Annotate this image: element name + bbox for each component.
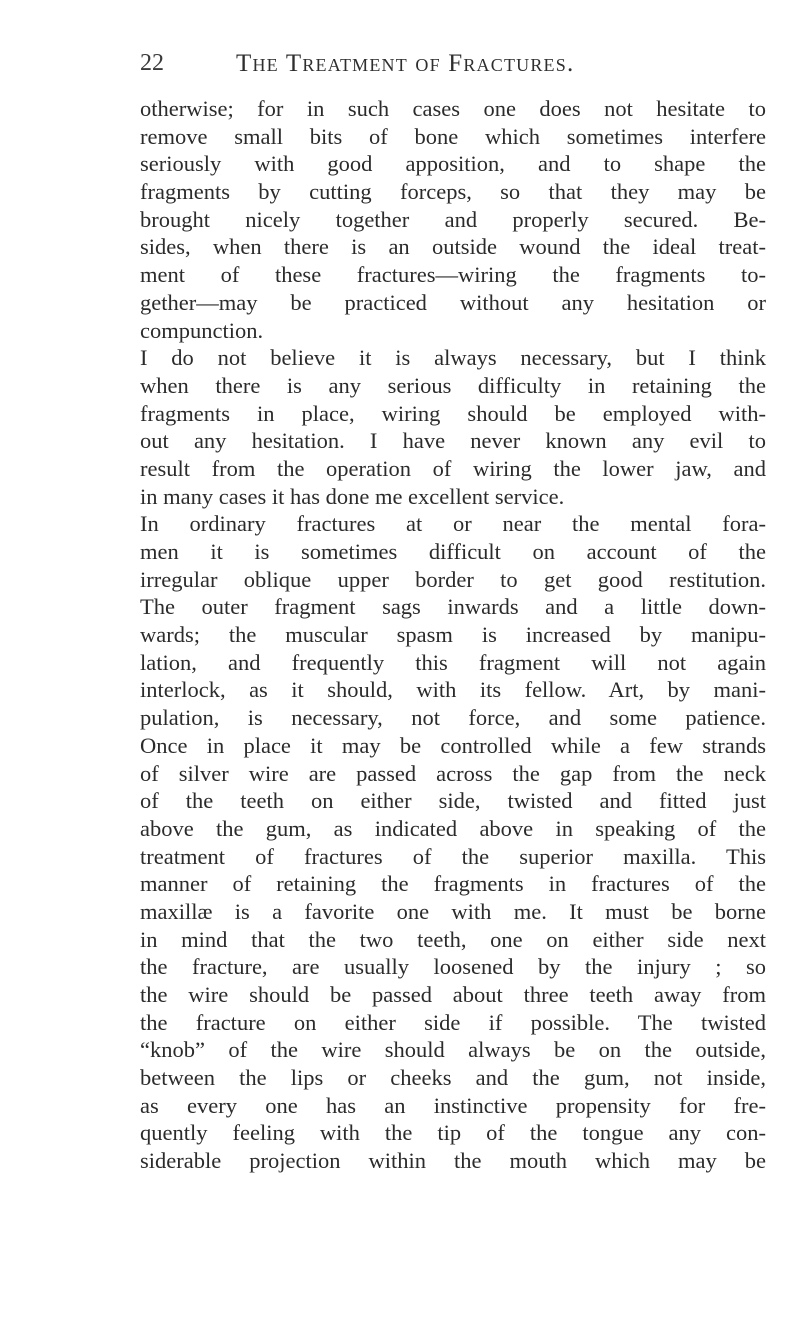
text-line: siderable projection within the mouth which may be <box>140 1148 766 1174</box>
text-line: above the gum, as indicated above in speaking of the <box>140 815 766 841</box>
text-line: compunction. <box>140 317 264 343</box>
text-line: wards; the muscular spasm is increased by manipu- <box>140 622 766 648</box>
text-line: In ordinary fractures at or near the mental fora- <box>140 511 766 537</box>
text-line: the wire should be passed about three teeth away from <box>140 982 766 1007</box>
text-line: as every one has an instinctive propensity for fre- <box>140 1092 766 1118</box>
text-line: gether—may be practiced without any hesitation or <box>140 289 766 315</box>
body-text <box>140 95 766 1175</box>
text-line: when there is any serious difficulty in retaining the <box>140 372 766 398</box>
text-line: seriously with good apposition, and to shape the <box>140 151 766 177</box>
text-line: of silver wire are passed across the gap from the neck <box>140 760 766 786</box>
text-line: irregular oblique upper border to get good restitution. <box>140 566 766 592</box>
text-line: maxillæ is a favorite one with me. It must be borne <box>140 898 766 924</box>
text-line: quently feeling with the tip of the tongue any con- <box>140 1120 766 1146</box>
text-line: fragments in place, wiring should be employed with- <box>140 400 766 426</box>
text-line: treatment of fractures of the superior maxilla. This <box>140 843 766 869</box>
text-line: out any hesitation. I have never known any evil to <box>140 428 766 454</box>
text-line: The outer fragment sags inwards and a little down- <box>140 594 766 620</box>
text-line: interlock, as it should, with its fellow. Art, by mani- <box>140 677 766 703</box>
text-line: lation, and frequently this fragment will not again <box>140 649 766 675</box>
running-head: The Treatment of Fractures. <box>236 50 575 77</box>
text-line: Once in place it may be controlled while a few strands <box>140 732 766 758</box>
text-line: manner of retaining the fragments in fractures of the <box>140 871 766 897</box>
text-line: remove small bits of bone which sometimes interfere <box>140 123 766 149</box>
text-line: otherwise; for in such cases one does not hesitate to <box>140 96 766 121</box>
text-line: pulation, is necessary, not force, and some patience. <box>140 705 766 731</box>
page-header <box>140 50 760 80</box>
text-line: between the lips or cheeks and the gum, not inside, <box>140 1065 766 1091</box>
page-number: 22 <box>140 50 164 76</box>
text-line: “knob” of the wire should always be on the outside, <box>140 1037 766 1063</box>
text-line: brought nicely together and properly secured. Be- <box>140 206 766 232</box>
text-line: sides, when there is an outside wound the ideal treat- <box>140 234 766 260</box>
text-line: ment of these fractures—wiring the fragments to- <box>140 262 766 288</box>
text-line: in many cases it has done me excellent service. <box>140 483 565 509</box>
text-line: result from the operation of wiring the lower jaw, and <box>140 455 766 481</box>
text-line: of the teeth on either side, twisted and fitted just <box>140 788 766 814</box>
text-line: fragments by cutting forceps, so that they may be <box>140 179 766 205</box>
text-line: in mind that the two teeth, one on either side next <box>140 926 766 952</box>
text-line: I do not believe it is always necessary, but I think <box>140 345 766 371</box>
text-line: men it is sometimes difficult on account of the <box>140 539 766 564</box>
text-line: the fracture on either side if possible. The twisted <box>140 1009 766 1035</box>
text-line: the fracture, are usually loosened by the injury ; so <box>140 954 766 980</box>
